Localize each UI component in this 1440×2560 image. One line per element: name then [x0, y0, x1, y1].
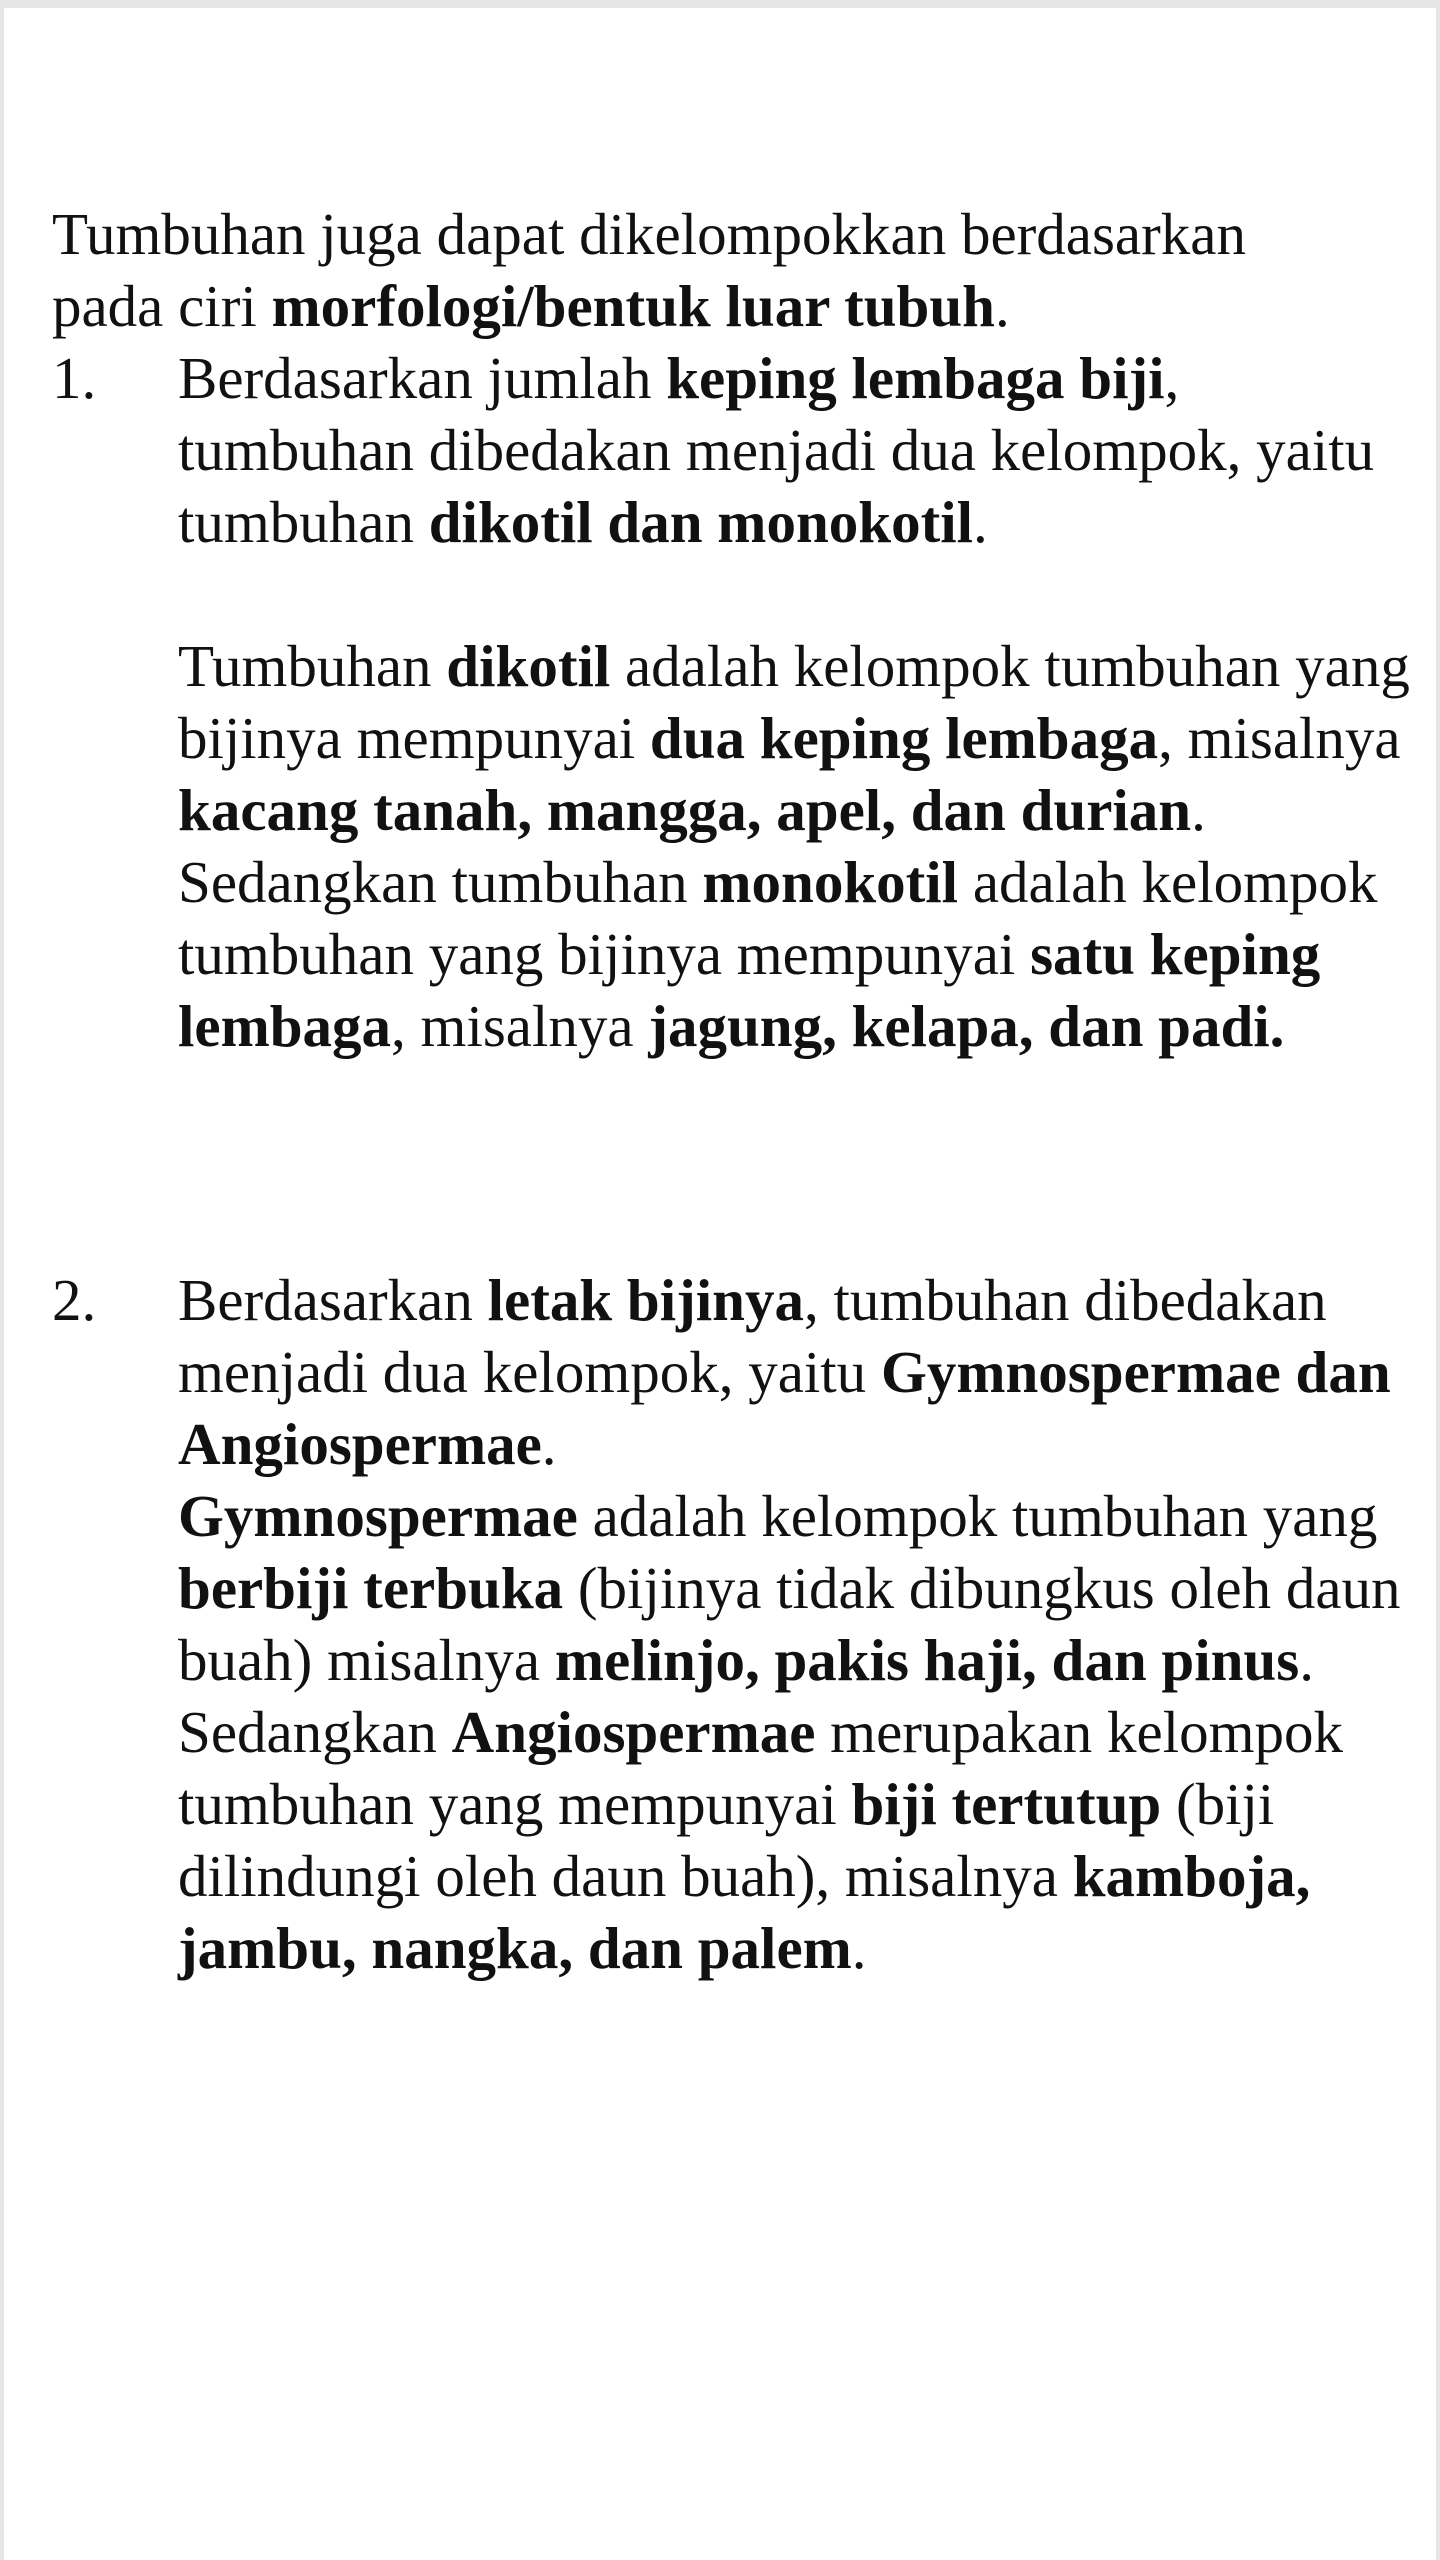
intro-paragraph [52, 198, 1422, 342]
text-run: (bijinya tidak dibungkus oleh daun buah) misalnya [178, 1555, 1401, 1693]
text-run: Berdasarkan jumlah [178, 345, 667, 411]
list-item-body [178, 342, 1428, 1062]
bold-text-run: biji tertutup [851, 1771, 1162, 1837]
list-item-body [178, 1264, 1428, 1984]
bold-text-run: jagung, kelapa, dan padi. [648, 993, 1285, 1059]
paragraph-seed-count [178, 342, 1428, 558]
text-run: . [1191, 777, 1206, 843]
text-run: . [541, 1411, 557, 1477]
paragraph-spacer [178, 558, 1428, 630]
bold-text-run: Gymnospermae [178, 1483, 578, 1549]
paragraph-seed-location [178, 1264, 1428, 1480]
paragraph-dikotil [178, 630, 1428, 846]
text-run: , tumbuhan dibedakan menjadi dua kelompok, yaitu [178, 1267, 1327, 1405]
intro-text: . [994, 273, 1010, 339]
paragraph-gymnospermae [178, 1480, 1428, 1696]
text-run: , misalnya [1158, 705, 1401, 771]
intro-text: Tumbuhan juga dapat dikelompokkan berdasarkan [52, 201, 1246, 267]
text-run: merupakan kelompok tumbuhan yang mempunyai [178, 1699, 1343, 1837]
document-page [4, 8, 1436, 2560]
text-run: (biji dilindungi oleh daun buah), misalnya [178, 1771, 1275, 1909]
bold-text-run: dua keping lembaga [649, 705, 1159, 771]
bold-text-run: Angiospermae [451, 1699, 816, 1765]
paragraph-monokotil [178, 846, 1428, 1062]
bold-text-run: letak bijinya [487, 1267, 804, 1333]
text-run: adalah kelompok tumbuhan yang [577, 1483, 1378, 1549]
text-run: , tumbuhan dibedakan menjadi dua kelompok, yaitu tumbuhan [178, 345, 1375, 555]
text-run: . [1299, 1627, 1314, 1693]
bold-text-run: dikotil dan monokotil [428, 489, 974, 555]
bold-text-run: melinjo, pakis haji, dan pinus [554, 1627, 1300, 1693]
intro-text: pada ciri [52, 273, 272, 339]
text-run: . [851, 1915, 867, 1981]
text-run: Tumbuhan [178, 633, 447, 699]
bold-text-run: monokotil [702, 849, 959, 915]
text-run: adalah kelompok tumbuhan yang bijinya mempunyai [178, 849, 1378, 987]
text-run: . [973, 489, 988, 555]
text-run: adalah kelompok tumbuhan yang bijinya mempunyai [178, 633, 1410, 771]
bold-text-run: kamboja, jambu, nangka, dan palem [178, 1843, 1311, 1981]
text-run: Sedangkan tumbuhan [178, 849, 703, 915]
bold-text-run: berbiji terbuka [178, 1555, 564, 1621]
list-marker: 2. [52, 1267, 97, 1333]
intro-bold-text: morfologi/bentuk luar tubuh [271, 273, 995, 339]
bold-text-run: dikotil [446, 633, 611, 699]
text-run: , misalnya [391, 993, 649, 1059]
text-run: Sedangkan [178, 1699, 452, 1765]
bold-text-run: satu keping lembaga [178, 921, 1321, 1059]
bold-text-run: keping lembaga biji [666, 345, 1165, 411]
list-marker: 1. [52, 345, 97, 411]
paragraph-angiospermae [178, 1696, 1428, 1984]
text-run: Berdasarkan [178, 1267, 488, 1333]
bold-text-run: kacang tanah, mangga, apel, dan durian [178, 777, 1192, 843]
bold-text-run: Gymnospermae dan Angiospermae [178, 1339, 1391, 1477]
